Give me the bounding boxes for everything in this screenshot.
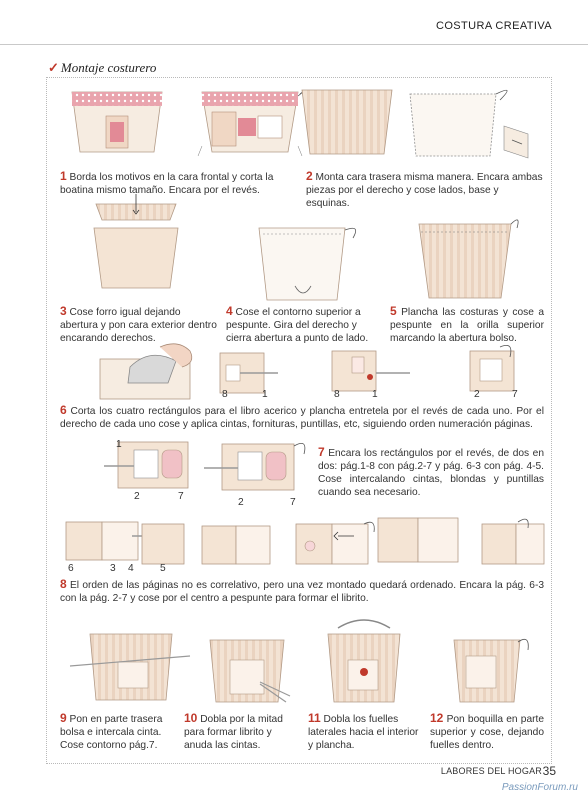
step8-text: El orden de las páginas no es correlativo, pero una vez montado quedará ordenado. Encara la pág. 6-3 con la pág. 2-7 y cose por el centro a pespunte para formar el librito. [60, 580, 544, 604]
step12-number: 12 [430, 711, 444, 725]
step6-number: 6 [60, 403, 67, 417]
step4-illustration [255, 220, 365, 310]
step3-number: 3 [60, 304, 67, 318]
step6-caption [60, 404, 544, 431]
step6-text: Corta los cuatro rectángulos para el libro acerico y plancha entretela por el revés de cada uno. Por el derecho de cada uno cose y aplica cintas, fornituras, puntillas, etc, siguiendo orden numeración páginas. [60, 406, 544, 430]
label-page-2: 2 [474, 389, 480, 400]
step5-illustration [415, 216, 525, 306]
step2-caption [306, 170, 544, 210]
page-number: 35 [542, 764, 556, 778]
step1-illustration [62, 86, 302, 166]
watermark: PassionForum.ru [501, 782, 578, 793]
step3-text: Cose forro igual dejando abertura y pon cara exterior dentro encarando derechos. [60, 307, 217, 344]
step10-caption [184, 712, 294, 752]
step1-caption [60, 170, 294, 197]
label-page-1a: 1 [262, 389, 268, 400]
label-page-7b: 7 [178, 491, 184, 502]
step11-number: 11 [308, 711, 321, 725]
step1-number: 1 [60, 169, 67, 183]
step9-caption [60, 712, 178, 752]
step9-12-illustration [70, 626, 550, 706]
label-page-4: 4 [128, 563, 134, 574]
step2-illustration [300, 84, 540, 168]
running-header: COSTURA CREATIVA [435, 20, 552, 32]
check-icon: ✓ [48, 60, 59, 75]
step11-caption [308, 712, 420, 752]
section-title [48, 60, 156, 76]
step10-number: 10 [184, 711, 198, 725]
step8-illustration [66, 516, 546, 576]
step4-number: 4 [226, 304, 233, 318]
section-title-text: Montaje costurero [60, 60, 157, 75]
step7-illustration [104, 438, 324, 496]
step12-text: Pon boquilla en parte superior y cose, dejando fuelles dentro. [430, 714, 544, 751]
label-page-7c: 7 [290, 497, 296, 508]
label-page-8b: 8 [334, 389, 340, 400]
step8-number: 8 [60, 577, 67, 591]
label-page-3: 3 [110, 563, 116, 574]
step5-number: 5 [390, 304, 397, 318]
label-page-6: 6 [68, 563, 74, 574]
label-page-7: 7 [512, 389, 518, 400]
step3-caption [60, 305, 218, 345]
step7-caption [318, 446, 544, 499]
label-page-1c: 1 [116, 439, 122, 450]
step3-illustration [90, 192, 190, 292]
step10-text: Dobla por la mitad para formar librito y anuda las cintas. [184, 714, 283, 751]
step9-text: Pon en parte trasera bolsa e intercala cinta. Cose contorno pág.7. [60, 714, 163, 751]
step12-caption [430, 712, 544, 752]
step5-text: Plancha las costuras y cose a pespunte en la orilla superior marcando la abertura bolso. [390, 307, 544, 344]
step8-caption [60, 578, 544, 605]
step5-caption [390, 305, 544, 345]
step9-number: 9 [60, 711, 67, 725]
step7-text: Encara los rectángulos por el revés, de dos en dos: pág.1-8 con pág.2-7 y pág. 6-3 con pág. 4-5. Cose intercalando cintas, blondas y puntillas cuando sea necesario. [318, 448, 544, 498]
label-page-2c: 2 [238, 497, 244, 508]
label-page-2b: 2 [134, 491, 140, 502]
step7-number: 7 [318, 445, 325, 459]
label-page-5: 5 [160, 563, 166, 574]
label-page-8: 8 [222, 389, 228, 400]
label-page-1b: 1 [372, 389, 378, 400]
magazine-name: LABORES DEL HOGAR [440, 766, 542, 776]
step1-text: Borda los motivos en la cara frontal y corta la boatina mismo tamaño. Encara por el revés. [60, 172, 274, 196]
step4-text: Cose el contorno superior a pespunte. Gira del derecho y cierra abertura a punto de lado. [226, 307, 369, 344]
step11-text: Dobla los fuelles laterales hacia el interior y plancha. [308, 714, 419, 751]
step2-text: Monta cara trasera misma manera. Encara ambas piezas por el derecho y cose lados, base y esquinas. [306, 172, 543, 209]
step4-caption [226, 305, 380, 345]
step2-number: 2 [306, 169, 313, 183]
header-rule [0, 44, 588, 45]
